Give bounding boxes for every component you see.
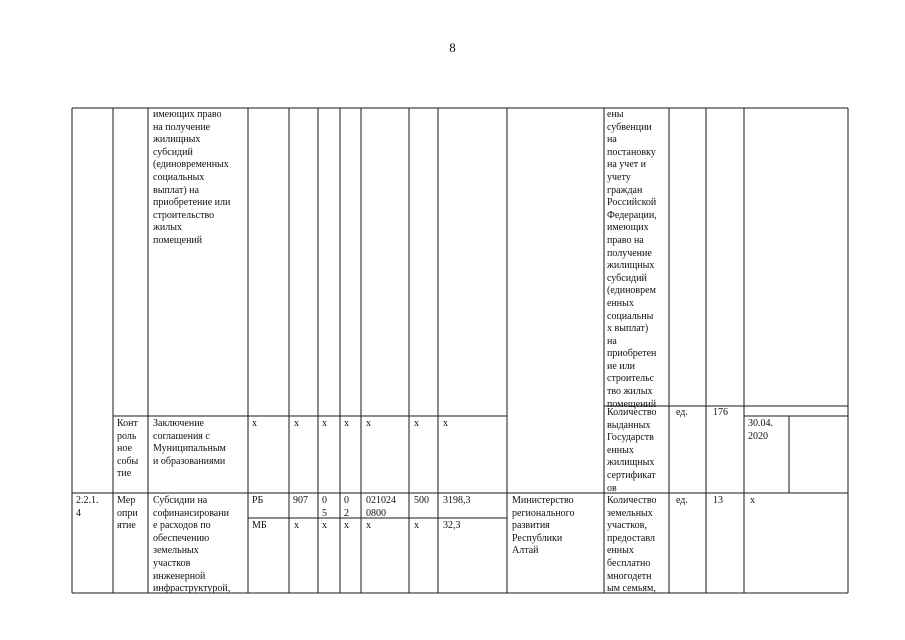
control-event-rz: х <box>322 418 327 429</box>
control-event-type: Конт роль ное собы тие <box>117 418 139 480</box>
control-event-pr: х <box>344 418 349 429</box>
mb-csr: х <box>366 520 371 531</box>
rb-pr: 0 2 <box>344 495 349 519</box>
mb-vr: х <box>414 520 419 531</box>
control-event-source: х <box>252 418 257 429</box>
measure-executor: Министерство регионального развития Республики Алтай <box>512 495 575 557</box>
rb-rz: 0 5 <box>322 495 327 519</box>
measure-unit: ед. <box>676 495 688 506</box>
mb-rz: х <box>322 520 327 531</box>
rb-grbs: 907 <box>293 495 308 506</box>
rb-vr: 500 <box>414 495 429 506</box>
control-event-indicator: Количество выданных Государств енных жилищных сертификат ов <box>607 407 657 494</box>
control-event-unit: ед. <box>676 407 688 418</box>
rb-source: РБ <box>252 495 264 506</box>
mb-grbs: х <box>294 520 299 531</box>
measure-number: 2.2.1. 4 <box>76 495 99 519</box>
measure-type: Мер опри ятие <box>117 495 138 532</box>
control-event-date: 30.04. 2020 <box>748 418 773 442</box>
control-event-grbs: х <box>294 418 299 429</box>
continued-indicator-text: ены субвенции на постановку на учет и учету граждан Российской Федерации, имеющих право на получение жилищных субсидий (единоврем енных социальны х выплат) на приобретен ие или строительс тво жилых помещений <box>607 109 657 410</box>
measure-date: х <box>750 495 755 506</box>
control-event-amount: х <box>443 418 448 429</box>
control-event-title: Заключение соглашения с Муниципальным и образованиями <box>153 418 226 467</box>
rb-csr: 021024 0800 <box>366 495 396 519</box>
rb-amount: 3198,3 <box>443 495 471 506</box>
measure-value: 13 <box>713 495 723 506</box>
measure-title: Субсидии на софинансировани е расходов по обеспечению земельных участков инженерной инфраструктурой, <box>153 495 231 595</box>
control-event-value: 176 <box>713 407 728 418</box>
control-event-csr: х <box>366 418 371 429</box>
measure-indicator: Количество земельных участков, предоставл енных бесплатно многодетн ым семьям, <box>607 495 657 595</box>
mb-amount: 32,3 <box>443 520 461 531</box>
mb-source: МБ <box>252 520 267 531</box>
mb-pr: х <box>344 520 349 531</box>
control-event-vr: х <box>414 418 419 429</box>
page-number: 8 <box>449 40 456 55</box>
continued-measure-title: имеющих право на получение жилищных субсидий (единовременных социальных выплат) на приобретение или строительство жилых помещений <box>153 109 231 246</box>
